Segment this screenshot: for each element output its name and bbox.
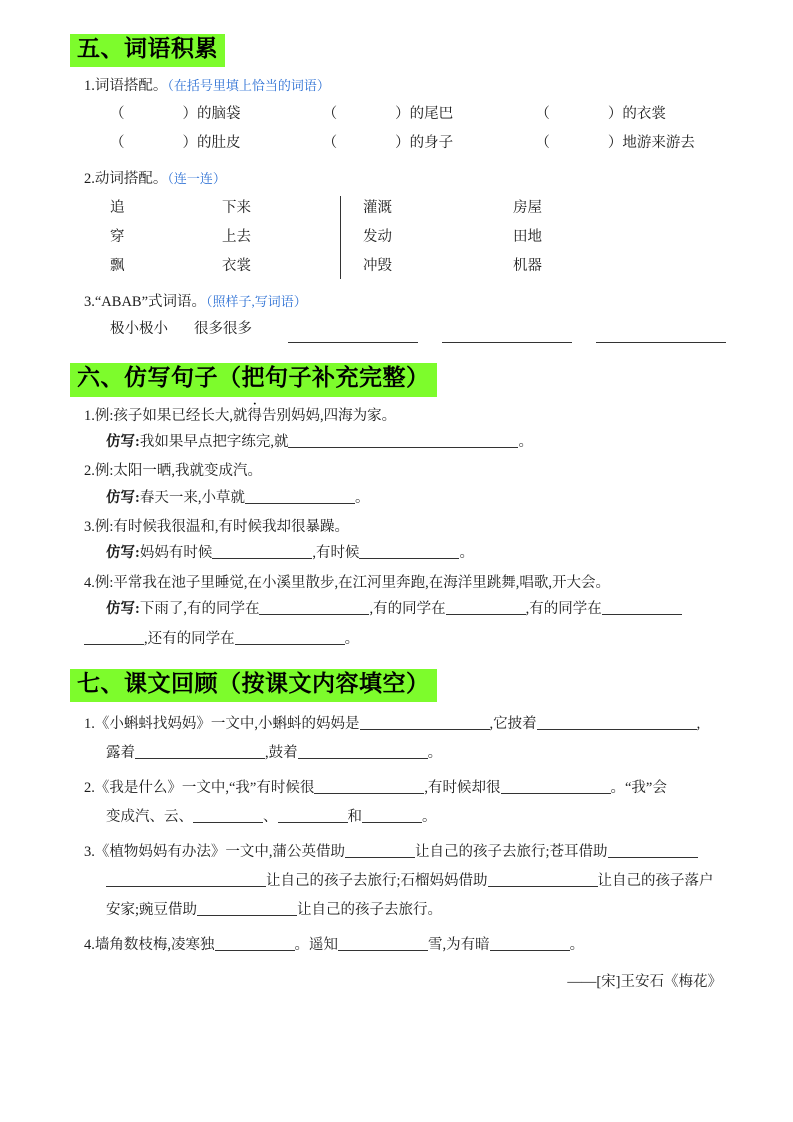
- item-7-3-blank-3[interactable]: [106, 871, 266, 887]
- item-6-4-blank-1[interactable]: [259, 599, 369, 615]
- item-7-1-line-1: [84, 710, 748, 739]
- match-word[interactable]: 衣裳: [222, 258, 251, 275]
- item-6-3-blank-2[interactable]: [359, 543, 459, 559]
- section-5-header-wrap: [70, 34, 748, 67]
- item-6-3-answer: [106, 541, 748, 566]
- item-7-3-line-3: [84, 896, 748, 925]
- item-7-3-line-2: [84, 867, 748, 896]
- item-6-2-example: [84, 460, 748, 483]
- imitate-label: 仿写:: [106, 600, 140, 617]
- match-word[interactable]: 机器: [513, 258, 542, 275]
- item-7-2-g: 。: [422, 809, 437, 826]
- item-6-4-answer-line-1: [106, 597, 748, 622]
- paren-cell[interactable]: （ ）的尾巴: [322, 105, 454, 122]
- item-5-3-hint: （照样子,写词语）: [206, 294, 307, 310]
- item-7-4-blank-1[interactable]: [215, 935, 295, 951]
- abab-row: [110, 316, 748, 344]
- item-7-3-blank-2[interactable]: [608, 842, 698, 858]
- section-7-header-wrap: [70, 669, 748, 702]
- match-left-column-a: [110, 194, 222, 281]
- item-7-3-c: 让自己的孩子去旅行;石榴妈妈借助: [266, 873, 488, 890]
- item-5-1-hint: （在括号里填上恰当的词语）: [167, 78, 330, 94]
- example-label: 例:: [94, 574, 114, 591]
- item-7-1-blank-1[interactable]: [360, 714, 490, 730]
- imitate-label: 仿写:: [106, 434, 140, 451]
- item-6-2-answer: [106, 486, 748, 511]
- item-7-4-number: 4.: [84, 937, 95, 954]
- item-6-2-example-text: 太阳一晒,我就变成汽。: [113, 463, 263, 480]
- item-7-3-e: 安家;豌豆借助: [106, 902, 198, 919]
- match-word[interactable]: 上去: [222, 229, 251, 246]
- imitate-label: 仿写:: [106, 489, 140, 506]
- item-6-1-example: [84, 405, 748, 428]
- paren-cell[interactable]: （ ）地游来游去: [535, 134, 695, 151]
- item-7-1-c: ,: [696, 716, 701, 733]
- item-7-2-a: 《我是什么》一文中,“我”有时候很: [94, 780, 315, 797]
- section-6-header-wrap: [70, 363, 748, 396]
- item-7-1-d: 露着: [106, 745, 135, 762]
- match-right-column-a: [363, 194, 513, 281]
- item-7-2-number: 2.: [84, 780, 95, 797]
- paren-cell[interactable]: （ ）的身子: [322, 134, 454, 151]
- paren-cell[interactable]: （ ）的脑袋: [110, 105, 241, 122]
- item-7-4-c: 雪,为有暗: [428, 937, 490, 954]
- item-6-3-example-text: 有时候我很温和,有时候我却很暴躁。: [113, 518, 350, 535]
- item-6-4-answer-line-2: [84, 626, 748, 653]
- item-7-3-line-1: [84, 838, 748, 867]
- item-6-4-blank-2[interactable]: [446, 599, 526, 615]
- item-6-4-b: ,有的同学在: [369, 600, 446, 617]
- match-word[interactable]: 房屋: [513, 200, 542, 217]
- item-7-1-b: ,它披着: [489, 716, 537, 733]
- match-word[interactable]: 发动: [363, 229, 392, 246]
- item-7-1-blank-4[interactable]: [298, 743, 428, 759]
- item-7-2-blank-5[interactable]: [362, 807, 422, 823]
- item-7-4-a: 墙角数枝梅,凌寒独: [94, 937, 215, 954]
- item-6-2-prefix: 春天一来,小草就: [139, 489, 245, 506]
- item-6-4-example-text: 平常我在池子里睡觉,在小溪里散步,在江河里奔跑,在海洋里跳舞,唱歌,开大会。: [113, 574, 611, 591]
- item-6-1-number: 1.: [84, 407, 95, 424]
- match-left-column-b: [222, 194, 334, 281]
- item-6-1-blank[interactable]: [288, 432, 518, 448]
- abab-blank-2[interactable]: [442, 327, 572, 343]
- item-5-1-label: 词语搭配。: [94, 78, 168, 95]
- abab-blank-3[interactable]: [596, 327, 726, 343]
- item-6-1-prefix: 我如果早点把字练完,就: [139, 434, 289, 451]
- item-7-1-a: 《小蝌蚪找妈妈》一文中,小蝌蚪的妈妈是: [94, 716, 360, 733]
- example-label: 例:: [94, 518, 114, 535]
- item-7-4-blank-3[interactable]: [490, 935, 570, 951]
- item-7-2-line-2: [84, 803, 748, 832]
- item-7-4-blank-2[interactable]: [338, 935, 428, 951]
- item-6-2-suffix: 。: [354, 489, 370, 506]
- item-6-4-blank-3[interactable]: [602, 599, 682, 615]
- item-7-3-f: 让自己的孩子去旅行。: [297, 902, 443, 919]
- item-6-4-a: 下雨了,有的同学在: [139, 600, 260, 617]
- item-6-1-answer: [106, 430, 748, 455]
- item-7-1-line-2: [84, 739, 748, 768]
- item-7-2-blank-1[interactable]: [314, 778, 424, 794]
- item-6-3-prefix: 妈妈有时候: [139, 545, 213, 562]
- item-6-4-example: [84, 572, 748, 595]
- item-6-4-blank-4[interactable]: [84, 629, 144, 645]
- item-7-1-blank-2[interactable]: [537, 714, 697, 730]
- item-6-3-suffix: 。: [459, 545, 474, 562]
- paren-row-2: [110, 129, 748, 158]
- column-divider: [340, 196, 341, 279]
- item-6-4-d: ,还有的同学在: [144, 631, 235, 648]
- abab-blank-1[interactable]: [288, 327, 418, 343]
- item-7-2-c: 。“我”会: [610, 780, 667, 797]
- match-word[interactable]: 穿: [110, 229, 125, 246]
- section-5-heading: 五、词语积累: [70, 34, 225, 67]
- paren-cell[interactable]: （ ）的衣裳: [535, 105, 666, 122]
- item-6-4-number: 4.: [84, 574, 95, 591]
- item-7-2-f: 和: [347, 809, 362, 826]
- match-right-column-b: [513, 194, 625, 281]
- item-6-4-c: ,有的同学在: [525, 600, 602, 617]
- item-5-2: [84, 168, 748, 190]
- imitate-label: 仿写:: [106, 545, 140, 562]
- item-5-3: [84, 291, 748, 313]
- paren-row-1: [110, 100, 748, 129]
- example-label: 例:: [94, 407, 114, 424]
- section-7-heading: 七、课文回顾（按课文内容填空）: [70, 669, 437, 702]
- item-5-2-label: 动词搭配。: [94, 170, 168, 187]
- item-7-4-line-1: [84, 931, 748, 960]
- item-6-4-blank-5[interactable]: [235, 629, 345, 645]
- item-7-1-e: ,鼓着: [265, 745, 298, 762]
- match-word[interactable]: 冲毁: [363, 258, 392, 275]
- match-left-group: [110, 194, 334, 281]
- item-5-3-label: “ABAB”式词语。: [94, 294, 207, 311]
- item-5-2-hint: （连一连）: [167, 170, 226, 186]
- match-right-group: [363, 194, 625, 281]
- worksheet-content: [58, 34, 748, 991]
- item-7-3-a: 《植物妈妈有办法》一文中,蒲公英借助: [94, 844, 345, 861]
- item-7-2-b: ,有时候却很: [424, 780, 501, 797]
- item-7-2-e: 、: [263, 809, 278, 826]
- item-6-3-example: [84, 516, 748, 539]
- item-5-2-number: 2.: [84, 170, 95, 187]
- abab-example-2: 很多很多: [194, 320, 252, 337]
- item-5-3-number: 3.: [84, 294, 95, 311]
- item-6-3-blank-1[interactable]: [212, 543, 312, 559]
- item-7-3-blank-4[interactable]: [488, 871, 598, 887]
- item-7-3-blank-5[interactable]: [197, 900, 297, 916]
- item-7-3-number: 3.: [84, 844, 95, 861]
- item-7-2-blank-2[interactable]: [501, 778, 611, 794]
- item-6-4-e: 。: [344, 631, 360, 648]
- item-7-3-b: 让自己的孩子去旅行;苍耳借助: [415, 844, 608, 861]
- item-7-2-line-1: [84, 774, 748, 803]
- example-label: 例:: [94, 463, 114, 480]
- item-5-1: [84, 75, 748, 97]
- match-word[interactable]: 灌溉: [363, 200, 392, 217]
- abab-example-1: 极小极小: [110, 320, 168, 337]
- item-7-2-blank-4[interactable]: [278, 807, 348, 823]
- paren-cell[interactable]: （ ）的肚皮: [110, 134, 241, 151]
- item-7-2-d: 变成汽、云、: [106, 809, 193, 826]
- item-7-3-blank-1[interactable]: [345, 842, 415, 858]
- item-6-1-suffix: 。: [518, 434, 533, 451]
- match-word[interactable]: 追: [110, 200, 125, 217]
- poem-attribution: ——[宋]王安石《梅花》: [567, 974, 722, 991]
- item-7-4-b: 。遥知: [294, 937, 338, 954]
- match-exercise: [110, 194, 748, 281]
- item-7-3-d: 让自己的孩子落户: [597, 873, 714, 890]
- item-7-1-f: 。: [427, 745, 443, 762]
- item-7-2-blank-3[interactable]: [193, 807, 263, 823]
- item-6-2-number: 2.: [84, 463, 95, 480]
- match-word[interactable]: 下来: [222, 200, 251, 217]
- item-7-4-d: 。: [569, 937, 585, 954]
- item-7-1-number: 1.: [84, 716, 95, 733]
- item-7-1-blank-3[interactable]: [135, 743, 265, 759]
- item-6-3-mid: ,有时候: [312, 545, 360, 562]
- match-word[interactable]: 田地: [513, 229, 542, 246]
- item-6-3-number: 3.: [84, 518, 95, 535]
- section-6-heading: 六、仿写句子（把句子补充完整）: [70, 363, 437, 396]
- item-6-1-example-text: 孩子如果已经长大,就得告别妈妈,四海为家。 ·: [113, 408, 396, 424]
- match-word[interactable]: 飘: [110, 258, 125, 275]
- item-6-2-blank[interactable]: [245, 488, 355, 504]
- item-5-1-number: 1.: [84, 78, 95, 95]
